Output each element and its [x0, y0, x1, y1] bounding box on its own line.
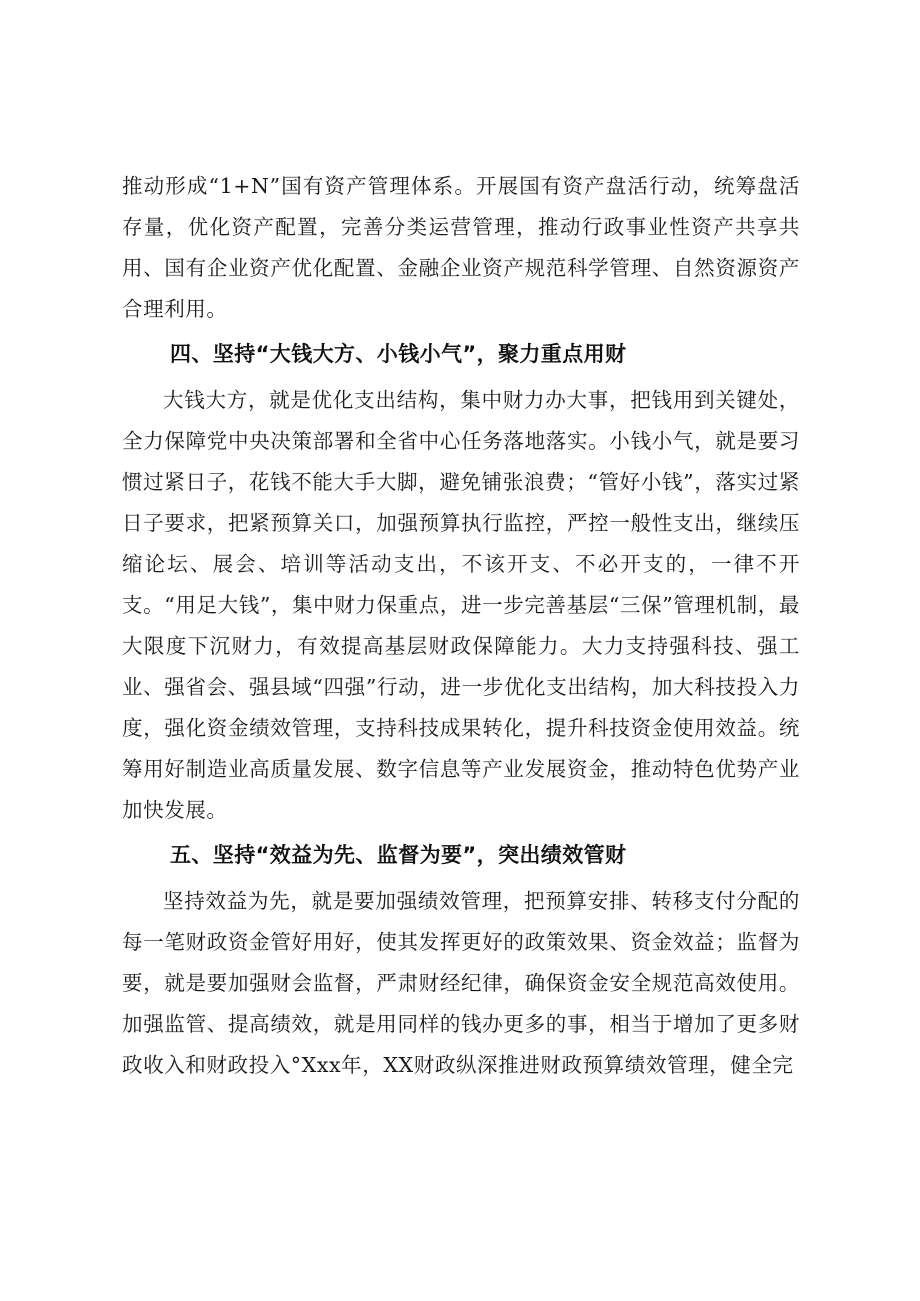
body-paragraph-2: 大钱大方，就是优化支出结构，集中财力办大事，把钱用到关键处，全力保障党中央决策部署和全省中心任务落地落实。小钱小气，就是要习惯过紧日子，花钱不能大手大脚，避免铺张浪费；“管好小钱”，落实过紧日子要求，把紧预算关口，加强预算执行监控，严控一般性支出，继续压缩论坛、展会、培训等活动支出，不该开支、不必开支的，一律不开支。“用足大钱”，集中财力保重点，进一步完善基层“三保”管理机制，最大限度下沉财力，有效提高基层财政保障能力。大力支持强科技、强工业、强省会、强县域“四强”行动，进一步优化支出结构，加大科技投入力度，强化资金绩效管理，支持科技成果转化，提升科技资金使用效益。统筹用好制造业高质量发展、数字信息等产业发展资金，推动特色优势产业加快发展。: [122, 388, 800, 822]
body-paragraph-3: 坚持效益为先，就是要加强绩效管理，把预算安排、转移支付分配的每一笔财政资金管好用好，使其发挥更好的政策效果、资金效益；监督为要，就是要加强财会监督，严肃财经纪律，确保资金安全规范高效使用。加强监管、提高绩效，就是用同样的钱办更多的事，相当于增加了更多财政收入和财政投入°Xxx年，XX财政纵深推进财政预算绩效管理，健全完: [122, 889, 800, 1077]
document-body: [122, 166, 800, 1086]
section-heading-5: 五、坚持“效益为先、监督为要”，突出绩效管财: [170, 843, 627, 867]
section-heading-4: 四、坚持“大钱大方、小钱小气”，聚力重点用财: [170, 342, 627, 366]
body-paragraph-1: 推动形成“1+N”国有资产管理体系。开展国有资产盘活行动，统筹盘活存量，优化资产配置，完善分类运营管理，推动行政事业性资产共享共用、国有企业资产优化配置、金融企业资产规范科学管理、自然资源资产合理利用。: [122, 174, 800, 321]
